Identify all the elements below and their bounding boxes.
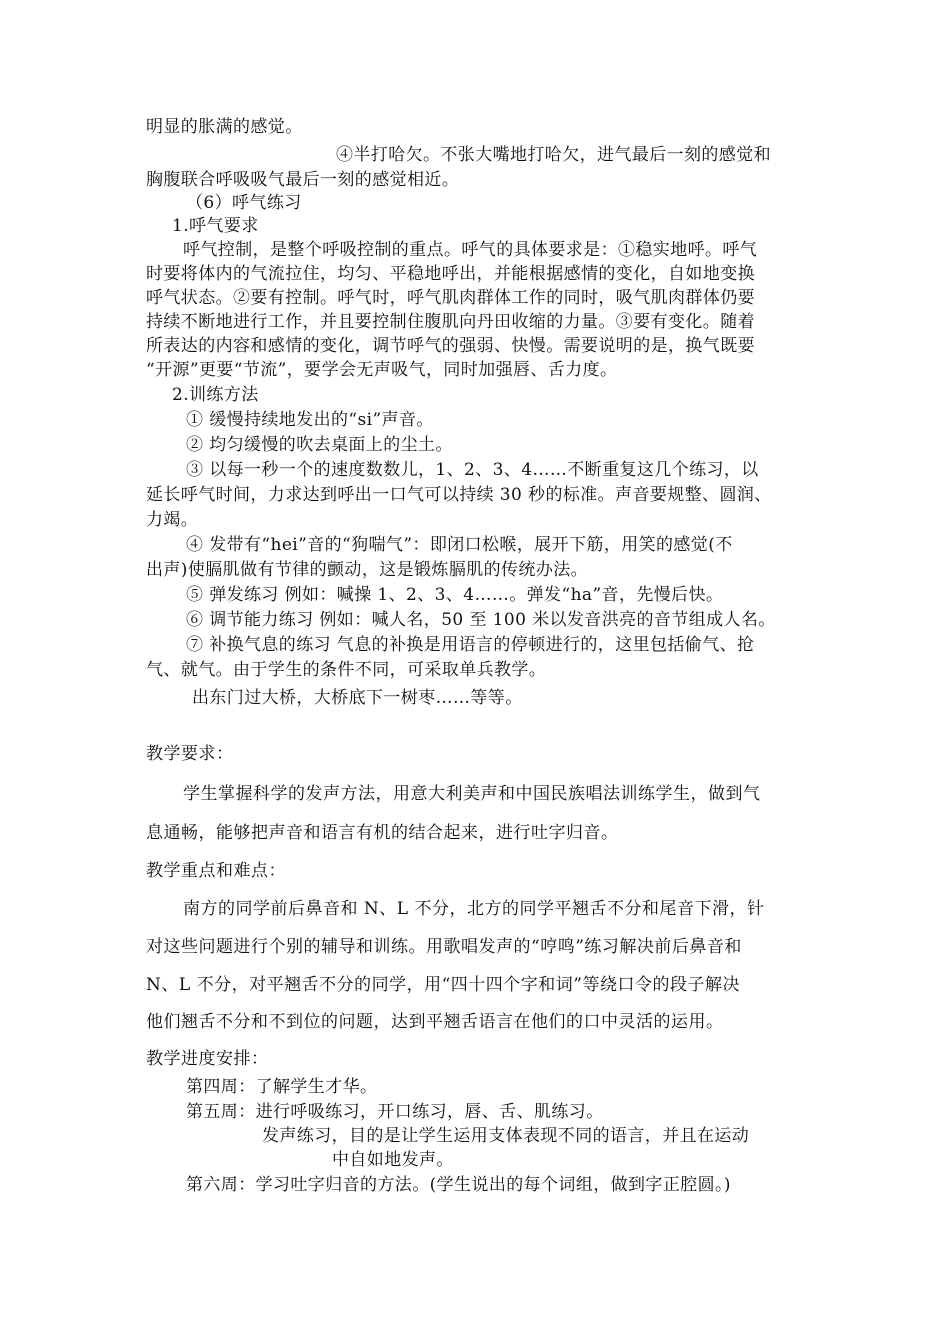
text-line: 呼气控制，是整个呼吸控制的重点。呼气的具体要求是：①稳实地呼。呼气 <box>183 240 758 260</box>
list-item: ② 均匀缓慢的吹去桌面上的尘土。 <box>186 435 453 455</box>
schedule-item: 第五周：进行呼吸练习，开口练习，唇、舌、肌练习。 <box>186 1102 604 1122</box>
text-line: 南方的同学前后鼻音和 N、L 不分，北方的同学平翘舌不分和尾音下滑，针 <box>183 899 765 919</box>
subsection-heading: 1.呼气要求 <box>172 216 259 236</box>
text-line: 出声)使膈肌做有节律的颤动，这是锻炼膈肌的传统办法。 <box>146 560 589 580</box>
text-line: 延长呼气时间，力求达到呼出一口气可以持续 30 秒的标准。声音要规整、圆润、 <box>146 485 772 505</box>
text-line: 出东门过大桥，大桥底下一树枣……等等。 <box>192 688 523 708</box>
text-line: 气、就气。由于学生的条件不同，可采取单兵教学。 <box>146 660 547 680</box>
text-line: 时要将体内的气流拉住，均匀、平稳地呼出，并能根据感情的变化，自如地变换 <box>146 264 755 284</box>
text-line: “开源”更要“节流”，要学会无声吸气，同时加强唇、舌力度。 <box>146 360 618 380</box>
text-line: 学生掌握科学的发声方法，用意大利美声和中国民族唱法训练学生，做到气 <box>183 784 761 804</box>
schedule-item: 中自如地发声。 <box>332 1150 454 1170</box>
text-line: 他们翘舌不分和不到位的问题，达到平翘舌语言在他们的口中灵活的运用。 <box>146 1012 724 1032</box>
text-line: 息通畅，能够把声音和语言有机的结合起来，进行吐字归音。 <box>146 823 619 843</box>
schedule-item: 发声练习，目的是让学生运用支体表现不同的语言，并且在运动 <box>262 1126 750 1146</box>
list-item: ③ 以每一秒一个的速度数数儿，1、2、3、4……不断重复这几个练习，以 <box>186 460 759 480</box>
list-item: ⑦ 补换气息的练习 气息的补换是用语言的停顿进行的，这里包括偷气、抢 <box>186 635 755 655</box>
list-item: ④ 发带有“hei”音的“狗喘气”：即闭口松喉，展开下筋，用笑的感觉(不 <box>186 535 733 555</box>
schedule-item: 第四周：了解学生才华。 <box>186 1077 378 1097</box>
list-item: ⑥ 调节能力练习 例如：喊人名，50 至 100 米以发音洪亮的音节组成人名。 <box>186 610 776 630</box>
schedule-item: 第六周：学习吐字归音的方法。(学生说出的每个词组，做到字正腔圆。) <box>186 1175 731 1195</box>
text-line: 呼气状态。②要有控制。呼气时，呼气肌肉群体工作的同时，吸气肌肉群体仍要 <box>146 288 755 308</box>
subsection-heading: 2.训练方法 <box>172 385 259 405</box>
section-heading: （6）呼气练习 <box>186 193 302 213</box>
text-line: 所表达的内容和感情的变化，调节呼气的强弱、快慢。需要说明的是，换气既要 <box>146 336 755 356</box>
list-item: ⑤ 弹发练习 例如：喊操 1、2、3、4……。弹发“ha”音，先慢后快。 <box>186 585 724 605</box>
section-title: 教学进度安排： <box>146 1049 269 1069</box>
section-title: 教学重点和难点： <box>146 861 286 881</box>
text-line: 胸腹联合呼吸吸气最后一刻的感觉相近。 <box>146 170 460 190</box>
text-line: ④半打哈欠。不张大嘴地打哈欠，进气最后一刻的感觉和 <box>336 145 771 165</box>
text-line: 力竭。 <box>146 510 199 530</box>
text-line: 持续不断地进行工作，并且要控制住腹肌向丹田收缩的力量。③要有变化。随着 <box>146 312 755 332</box>
section-title: 教学要求： <box>146 744 234 764</box>
text-line: 明显的胀满的感觉。 <box>146 117 303 137</box>
text-line: N、L 不分，对平翘舌不分的同学，用“四十四个字和词”等绕口令的段子解决 <box>146 975 740 995</box>
list-item: ① 缓慢持续地发出的“si”声音。 <box>186 410 434 430</box>
text-line: 对这些问题进行个别的辅导和训练。用歌唱发声的“哼鸣”练习解决前后鼻音和 <box>146 937 742 957</box>
